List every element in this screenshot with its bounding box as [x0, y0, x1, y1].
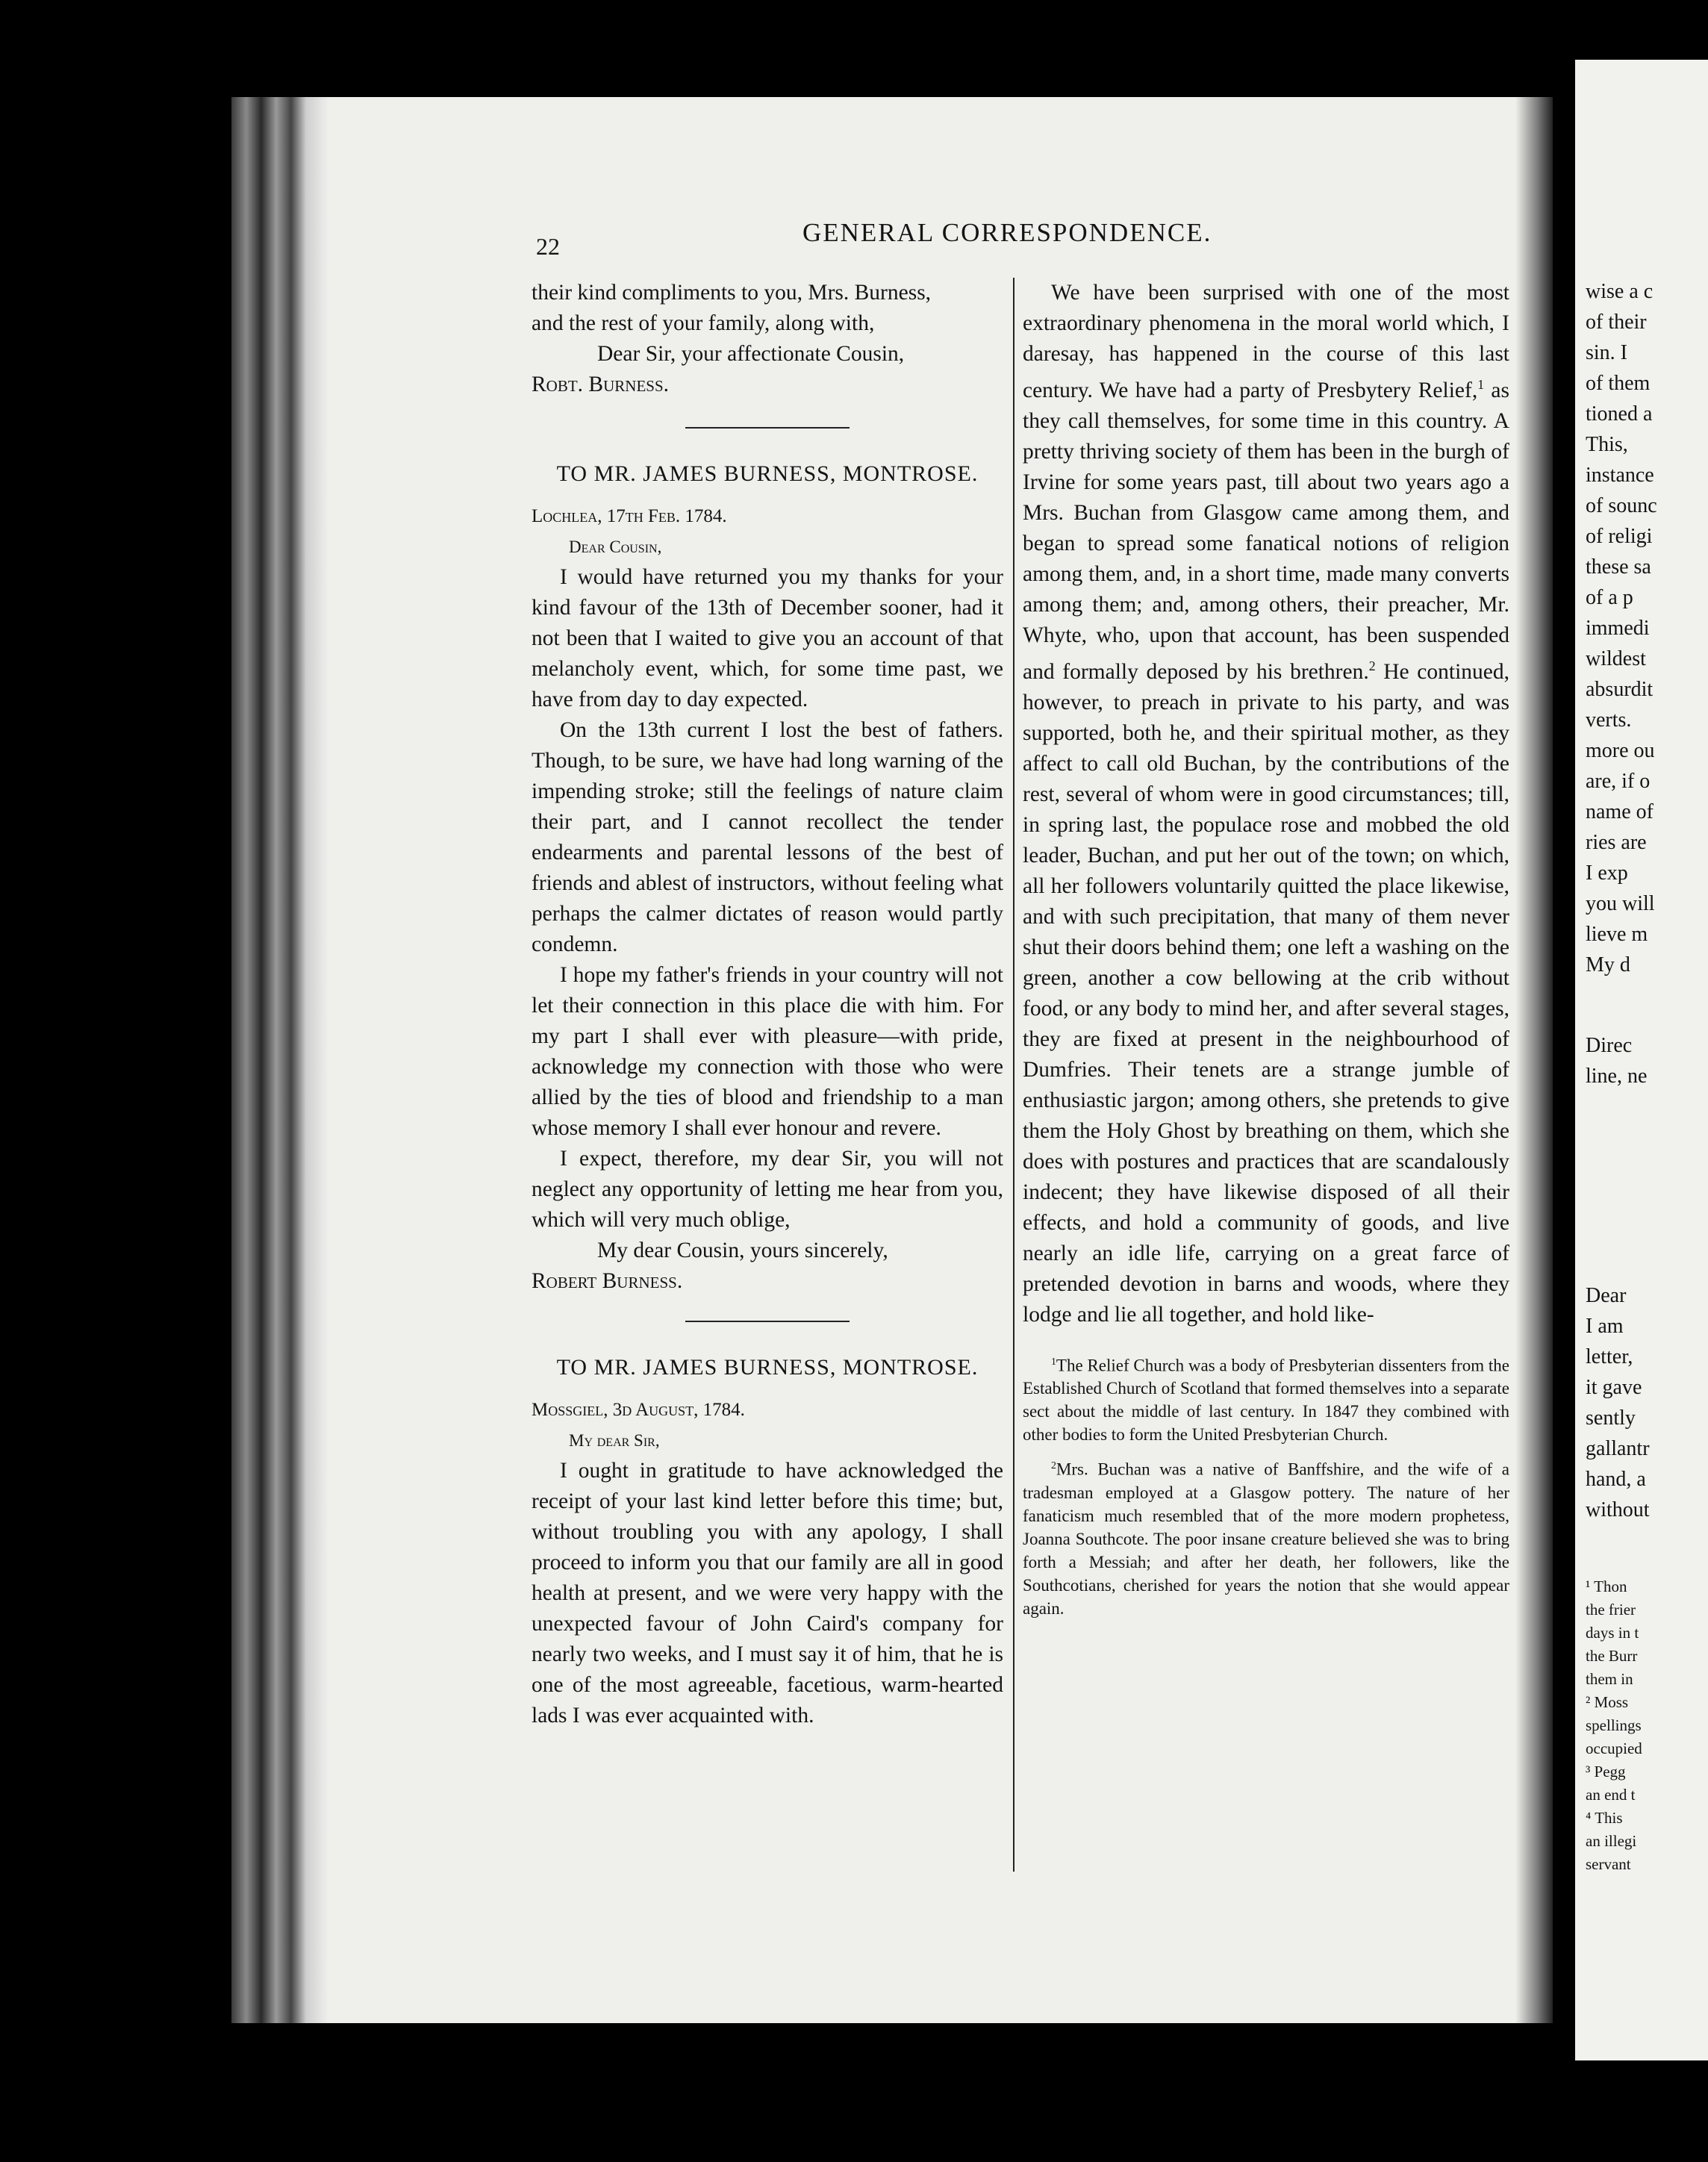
next-page-line: you will [1586, 892, 1655, 915]
paragraph-text: We have been surprised with one of the most extraordinary phenomena in the moral world which, I daresay, has happened in the course of this last century. We have had a party of Presbytery Relief, [1023, 281, 1509, 402]
letter-dateline: Lochlea, 17th Feb. 1784. [532, 506, 727, 526]
next-page-line: spellings [1586, 1716, 1642, 1734]
next-page-line: of them [1586, 372, 1651, 395]
next-page-line: Direc [1586, 1034, 1633, 1057]
next-page-line: ² Moss [1586, 1693, 1629, 1711]
next-page-line: lieve m [1586, 923, 1648, 946]
next-page-line: are, if o [1586, 770, 1651, 793]
letter-closing: My dear Cousin, yours sincerely, [597, 1239, 888, 1262]
next-page-line: an illegi [1586, 1832, 1637, 1850]
next-page-line: Dear [1586, 1284, 1627, 1307]
next-page-line: tioned a [1586, 402, 1653, 426]
running-title: GENERAL CORRESPONDENCE. [802, 218, 1212, 247]
next-page-line: the Burr [1586, 1647, 1638, 1665]
next-page-line: wise a c [1586, 280, 1654, 303]
next-page-line: of a p [1586, 586, 1633, 609]
paragraph-text: He continued, however, to preach in private to his party, and was supported, both he, and their spiritual mother, as they affect to call old Buchan, by the contributions of the rest, several of whom were in good circumstances; till, in spring last, the populace rose and mobbed the old leader, Buchan, and put her out of the town; on which, all her followers voluntarily quitted the place likewise, and with such precipitation, that many of them never shut their doors behind them; one left a washing on the green, another a cow bellowing at the crib without food, or any body to mind her, and after several stages, they are fixed at present in the neighbourhood of Dumfries. Their tenets are a strange jumble of enthusiastic jargon; among others, she pretends to give them the Holy Ghost by breathing on them, which she does with postures and practices that are scandalously indecent; they have likewise disposed of all their effects, and hold a community of goods, and live nearly an idle life, carrying on a great farce of pretended devotion in barns and woods, where they lodge and lie all together, and hold like- [1023, 659, 1510, 1327]
book-binding-shadow [231, 97, 328, 2023]
next-page-line: This, [1586, 433, 1628, 456]
letter-heading: TO MR. JAMES BURNESS, MONTROSE. [556, 461, 979, 486]
next-page-line: I am [1586, 1315, 1624, 1338]
right-column [1023, 278, 1509, 1627]
next-page-line: without [1586, 1498, 1650, 1521]
next-page-line: of their [1586, 311, 1647, 334]
next-page-line: of religi [1586, 525, 1653, 548]
page-number: 22 [536, 233, 560, 260]
next-page-line: gallantr [1586, 1437, 1650, 1460]
next-page-line: ³ Pegg [1586, 1763, 1626, 1781]
section-rule [685, 427, 850, 429]
footnote-text: The Relief Church was a body of Presbyterian dissenters from the Established Church of Scotland that formed themselves into a separate sect about the middle of last century. In 1847 they combined with other bodies to form the United Presbyterian Church. [1023, 1356, 1509, 1445]
next-page-line: My d [1586, 953, 1630, 976]
next-page-line: I exp [1586, 862, 1628, 885]
next-page-line: ⁴ This [1586, 1809, 1623, 1827]
letter-salutation: Dear Cousin, [569, 538, 662, 556]
next-page-line: sin. I [1586, 341, 1627, 364]
section-rule [685, 1321, 850, 1322]
page-edge-shadow [1515, 97, 1553, 2023]
letter-heading: TO MR. JAMES BURNESS, MONTROSE. [556, 1355, 979, 1380]
next-page-line: it gave [1586, 1376, 1642, 1399]
next-page-line: days in t [1586, 1624, 1639, 1642]
next-page-line: instance [1586, 464, 1654, 487]
left-column [532, 278, 1003, 1731]
next-page-line: servant [1586, 1855, 1631, 1873]
next-page-line: an end t [1586, 1786, 1636, 1804]
letter-signature: Robert Burness. [532, 1269, 683, 1293]
next-page-line: hand, a [1586, 1468, 1646, 1491]
next-page-line: wildest [1586, 647, 1646, 670]
next-page-line: them in [1586, 1670, 1633, 1688]
next-page-line: of sounc [1586, 494, 1657, 517]
next-page-line: absurdit [1586, 678, 1654, 701]
letter-dateline: Mossgiel, 3d August, 1784. [532, 1400, 745, 1420]
letter-salutation: My dear Sir, [569, 1431, 660, 1450]
body-paragraph [1023, 278, 1509, 1330]
next-page-fragment [1575, 60, 1708, 2060]
footnote-marker: 1 [1477, 377, 1485, 392]
letter-paragraph: I would have returned you my thanks for your kind favour of the 13th of December sooner, had it not been that I waited to give you an account of that melancholy event, which, for some time past, we have from day to day expected. [532, 565, 1003, 711]
footnotes [1023, 1350, 1509, 1620]
footnote-marker: 2 [1368, 658, 1376, 673]
footnote-text: Mrs. Buchan was a native of Banffshire, and the wife of a tradesman employed at a Glasgow pottery. The nature of her fanaticism much resembled that of the more modern prophetess, Joanna Southcote. The poor insane creature believed she was to bring forth a Messiah; and after her death, her followers, like the Southcotians, cherished for years the notion that she would appear again. [1023, 1459, 1509, 1618]
next-page-line: verts. [1586, 708, 1632, 732]
letter-paragraph: I hope my father's friends in your country will not let their connection in this place die with him. For my part I shall ever with pleasure—with pride, acknowledge my connection with those who were allied by the ties of blood and friendship to a man whose memory I shall ever honour and revere. [532, 963, 1003, 1140]
letter-paragraph: I ought in gratitude to have acknowledged the receipt of your last kind letter before this time; but, without troubling you with any apology, I shall proceed to inform you that our family are all in good health at present, and we were very happy with the unexpected favour of John Caird's company for nearly two weeks, and I must say it of him, that he is one of the most agreeable, facetious, warm-hearted lads I was ever acquainted with. [532, 1459, 1003, 1728]
next-page-line: letter, [1586, 1345, 1633, 1368]
letter-paragraph: I expect, therefore, my dear Sir, you will not neglect any opportunity of letting me hear from you, which will very much oblige, [532, 1147, 1003, 1232]
footnote-number: 2 [1051, 1459, 1056, 1471]
next-page-line: line, ne [1586, 1065, 1648, 1088]
next-page-line: sently [1586, 1406, 1636, 1430]
closing-line: and the rest of your family, along with, [532, 311, 875, 335]
paragraph-text: as they call themselves, for some time in this country. A pretty thriving society of them has been in the burgh of Irvine for some years past, till about two years ago a Mrs. Buchan from Glasgow came among them, and began to spread some fanatical notions of religion among them, and, in a short time, made many converts among them; and, among others, their preacher, Mr. Whyte, who, upon that account, has been suspended and formally deposed by his brethren. [1023, 378, 1510, 684]
next-page-line: ries are [1586, 831, 1647, 854]
closing-line: their kind compliments to you, Mrs. Burness, [532, 281, 932, 305]
letter-paragraph: On the 13th current I lost the best of fathers. Though, to be sure, we have had long warning of the impending stroke; still the feelings of nature claim their part, and I cannot recollect the tender endearments and parental lessons of the best of friends and ablest of instructors, without feeling what perhaps the calmer dictates of reason would partly condemn. [532, 718, 1003, 956]
footnote [1023, 1454, 1509, 1620]
footnote-number: 1 [1051, 1355, 1056, 1367]
footnote [1023, 1350, 1509, 1447]
next-page-line: name of [1586, 800, 1654, 823]
column-divider [1013, 278, 1014, 1872]
next-page-line: occupied [1586, 1739, 1642, 1757]
next-page-line: these sa [1586, 555, 1651, 579]
next-page-line: more ou [1586, 739, 1655, 762]
next-page-line: ¹ Thon [1586, 1577, 1627, 1595]
next-page-line: immedi [1586, 617, 1650, 640]
closing-salutation: Dear Sir, your affectionate Cousin, [597, 342, 905, 366]
next-page-line: the frier [1586, 1601, 1636, 1619]
closing-signature: Robt. Burness. [532, 373, 670, 396]
